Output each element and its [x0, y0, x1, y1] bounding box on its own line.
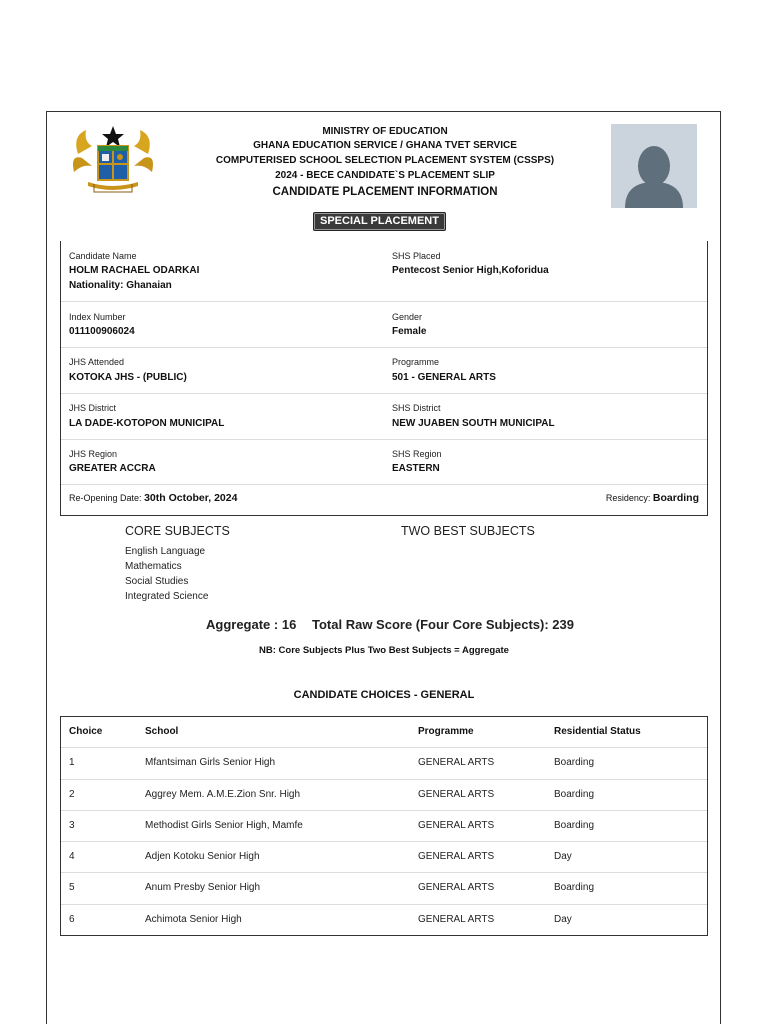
- shs-region-label: SHS Region: [392, 449, 442, 459]
- shs-placed: Pentecost Senior High,Koforidua: [392, 265, 549, 276]
- info-row: [61, 302, 707, 348]
- jhs-region: GREATER ACCRA: [69, 463, 156, 474]
- choice-status: Boarding: [554, 788, 595, 800]
- choice-programme: GENERAL ARTS: [418, 757, 495, 769]
- core-subject-item: Integrated Science: [125, 591, 209, 602]
- choice-programme: GENERAL ARTS: [418, 819, 495, 831]
- choice-status: Boarding: [554, 757, 595, 769]
- avatar-icon: [611, 124, 697, 208]
- choice-school: Adjen Kotoku Senior High: [145, 851, 260, 863]
- choice-programme: GENERAL ARTS: [418, 882, 495, 894]
- col-residential-status: Residential Status: [554, 726, 641, 737]
- page-title: CANDIDATE PLACEMENT INFORMATION: [272, 186, 498, 198]
- choice-school: Mfantsiman Girls Senior High: [145, 757, 276, 769]
- jhs-district-label: JHS District: [69, 403, 116, 413]
- index-number-label: Index Number: [69, 312, 126, 322]
- shs-district-label: SHS District: [392, 403, 441, 413]
- choice-school: Methodist Girls Senior High, Mamfe: [145, 819, 303, 831]
- info-row: [61, 394, 707, 440]
- shs-placed-label: SHS Placed: [392, 251, 441, 261]
- info-row: [61, 440, 707, 485]
- residency-label: Residency:: [605, 493, 651, 503]
- table-row: [61, 811, 707, 842]
- jhs-attended-label: JHS Attended: [69, 357, 125, 367]
- choice-number: 1: [69, 757, 75, 769]
- aggregate-note: NB: Core Subjects Plus Two Best Subjects = Aggregate: [259, 645, 509, 656]
- choice-school: Anum Presby Senior High: [145, 882, 261, 894]
- table-row: [61, 873, 707, 904]
- info-row: [61, 348, 707, 394]
- core-subjects-heading: CORE SUBJECTS: [125, 524, 230, 538]
- candidate-info-panel: [60, 241, 708, 516]
- choice-school: Aggrey Mem. A.M.E.Zion Snr. High: [145, 788, 301, 800]
- candidate-name: HOLM RACHAEL ODARKAI: [69, 265, 200, 276]
- choice-programme: GENERAL ARTS: [418, 851, 495, 863]
- core-subject-item: Mathematics: [125, 561, 182, 572]
- table-row: [61, 748, 707, 779]
- special-placement-badge: SPECIAL PLACEMENT: [313, 212, 446, 231]
- coat-of-arms-logo: [68, 124, 158, 194]
- choice-number: 4: [69, 851, 75, 863]
- table-header-row: [61, 717, 707, 748]
- jhs-attended: KOTOKA JHS - (PUBLIC): [69, 372, 187, 383]
- nationality: Nationality: Ghanaian: [69, 280, 172, 291]
- choice-status: Boarding: [554, 882, 595, 894]
- ministry-heading: MINISTRY OF EDUCATION: [322, 126, 448, 137]
- choice-status: Boarding: [554, 819, 595, 831]
- residency: [606, 492, 699, 504]
- col-school: School: [145, 726, 179, 737]
- choice-number: 2: [69, 788, 75, 800]
- table-row: [61, 842, 707, 873]
- programme-label: Programme: [392, 357, 440, 367]
- shs-district: NEW JUABEN SOUTH MUNICIPAL: [392, 418, 555, 429]
- choice-status: Day: [554, 913, 572, 925]
- choices-table: [60, 716, 708, 936]
- slip-heading: 2024 - BECE CANDIDATE`S PLACEMENT SLIP: [275, 170, 495, 181]
- residency-value: Boarding: [652, 492, 699, 504]
- choice-programme: GENERAL ARTS: [418, 913, 495, 925]
- jhs-district: LA DADE-KOTOPON MUNICIPAL: [69, 418, 225, 429]
- col-choice: Choice: [69, 726, 103, 737]
- col-programme: Programme: [418, 726, 474, 737]
- total-raw-score: Total Raw Score (Four Core Subjects): 239: [312, 617, 574, 632]
- aggregate: Aggregate : 16: [206, 617, 297, 632]
- choice-number: 3: [69, 819, 75, 831]
- system-heading: COMPUTERISED SCHOOL SELECTION PLACEMENT SYSTEM (CSSPS): [215, 155, 555, 166]
- choice-school: Achimota Senior High: [145, 913, 242, 925]
- best-subjects-heading: TWO BEST SUBJECTS: [401, 524, 535, 538]
- table-row: [61, 905, 707, 935]
- index-number: 011100906024: [69, 326, 135, 337]
- reopening-label: Re-Opening Date:: [69, 493, 142, 503]
- core-subject-item: English Language: [125, 546, 206, 557]
- service-heading: GHANA EDUCATION SERVICE / GHANA TVET SERVICE: [253, 140, 517, 151]
- jhs-region-label: JHS Region: [69, 449, 118, 459]
- gender: Female: [392, 326, 427, 337]
- candidate-name-label: Candidate Name: [69, 251, 137, 261]
- programme: 501 - GENERAL ARTS: [392, 372, 496, 383]
- choice-status: Day: [554, 851, 572, 863]
- shs-region: EASTERN: [392, 463, 440, 474]
- reopening-date: [69, 492, 237, 504]
- core-subject-item: Social Studies: [125, 576, 189, 587]
- gender-label: Gender: [392, 312, 423, 322]
- choice-number: 6: [69, 913, 75, 925]
- info-row: [61, 241, 707, 302]
- choice-number: 5: [69, 882, 75, 894]
- choice-programme: GENERAL ARTS: [418, 788, 495, 800]
- choices-title: CANDIDATE CHOICES - GENERAL: [293, 689, 475, 701]
- reopening-value: 30th October, 2024: [144, 492, 238, 504]
- candidate-photo-placeholder: [611, 124, 697, 208]
- table-row: [61, 780, 707, 811]
